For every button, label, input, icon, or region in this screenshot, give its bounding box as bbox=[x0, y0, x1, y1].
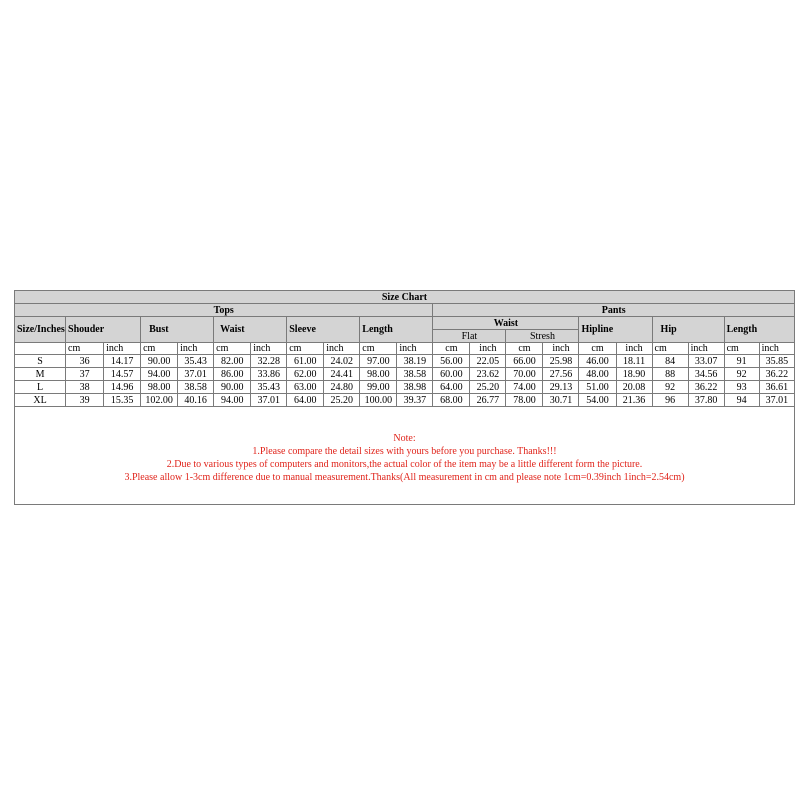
unit-cell: cm bbox=[579, 343, 616, 355]
table-cell: 25.20 bbox=[470, 381, 506, 394]
note-heading: Note: bbox=[393, 433, 416, 444]
table-cell: 60.00 bbox=[433, 368, 470, 381]
table-cell: 38.58 bbox=[397, 368, 433, 381]
unit-cell-empty bbox=[15, 343, 66, 355]
table-cell: 33.86 bbox=[251, 368, 287, 381]
table-cell: 18.90 bbox=[616, 368, 652, 381]
table-cell: 97.00 bbox=[360, 355, 397, 368]
unit-cell: cm bbox=[360, 343, 397, 355]
table-cell: 92 bbox=[724, 368, 759, 381]
unit-cell: inch bbox=[104, 343, 141, 355]
size-chart bbox=[14, 290, 795, 505]
table-cell: 36.22 bbox=[759, 368, 794, 381]
unit-cell: inch bbox=[616, 343, 652, 355]
table-cell: 84 bbox=[652, 355, 688, 368]
size-chart-table bbox=[14, 290, 795, 407]
table-cell: 94.00 bbox=[141, 368, 178, 381]
unit-cell: inch bbox=[543, 343, 579, 355]
notes-box bbox=[14, 407, 795, 505]
unit-cell: inch bbox=[759, 343, 794, 355]
table-row bbox=[15, 368, 795, 381]
table-row bbox=[15, 394, 795, 407]
table-cell: 99.00 bbox=[360, 381, 397, 394]
unit-cell: inch bbox=[470, 343, 506, 355]
table-cell: 20.08 bbox=[616, 381, 652, 394]
header-stretch: Stresh bbox=[506, 330, 579, 343]
group-tops: Tops bbox=[15, 304, 433, 317]
table-cell: 38.98 bbox=[397, 381, 433, 394]
table-cell: 70.00 bbox=[506, 368, 543, 381]
table-cell: 82.00 bbox=[214, 355, 251, 368]
table-cell: 64.00 bbox=[433, 381, 470, 394]
table-cell: 93 bbox=[724, 381, 759, 394]
table-cell: 62.00 bbox=[287, 368, 324, 381]
table-cell: 48.00 bbox=[579, 368, 616, 381]
table-cell: 14.57 bbox=[104, 368, 141, 381]
table-cell: 33.07 bbox=[688, 355, 724, 368]
table-cell: 90.00 bbox=[141, 355, 178, 368]
chart-title: Size Chart bbox=[15, 291, 795, 304]
table-row bbox=[15, 355, 795, 368]
table-cell: 18.11 bbox=[616, 355, 652, 368]
table-cell: 46.00 bbox=[579, 355, 616, 368]
table-cell: 37.01 bbox=[251, 394, 287, 407]
unit-cell: cm bbox=[287, 343, 324, 355]
unit-cell: inch bbox=[397, 343, 433, 355]
table-cell: 91 bbox=[724, 355, 759, 368]
table-cell: 15.35 bbox=[104, 394, 141, 407]
note-line-1: 1.Please compare the detail sizes with yours before you purchase. Thanks!!! bbox=[252, 446, 557, 457]
table-cell: 21.36 bbox=[616, 394, 652, 407]
header-pants-length: Length bbox=[724, 317, 794, 343]
table-cell: 34.56 bbox=[688, 368, 724, 381]
unit-cell: cm bbox=[652, 343, 688, 355]
table-cell: 102.00 bbox=[141, 394, 178, 407]
table-cell: 98.00 bbox=[360, 368, 397, 381]
size-label: XL bbox=[15, 394, 66, 407]
table-cell: 92 bbox=[652, 381, 688, 394]
table-cell: 61.00 bbox=[287, 355, 324, 368]
table-cell: 54.00 bbox=[579, 394, 616, 407]
unit-cell: cm bbox=[724, 343, 759, 355]
table-cell: 86.00 bbox=[214, 368, 251, 381]
table-cell: 32.28 bbox=[251, 355, 287, 368]
unit-cell: inch bbox=[688, 343, 724, 355]
table-cell: 94.00 bbox=[214, 394, 251, 407]
header-waist: Waist bbox=[214, 317, 287, 343]
unit-cell: inch bbox=[324, 343, 360, 355]
table-cell: 94 bbox=[724, 394, 759, 407]
size-label: L bbox=[15, 381, 66, 394]
table-cell: 14.17 bbox=[104, 355, 141, 368]
table-cell: 38.58 bbox=[178, 381, 214, 394]
unit-row bbox=[15, 343, 795, 355]
table-cell: 26.77 bbox=[470, 394, 506, 407]
table-cell: 35.43 bbox=[251, 381, 287, 394]
header-size: Size/Inches bbox=[15, 317, 66, 343]
table-cell: 22.05 bbox=[470, 355, 506, 368]
group-pants: Pants bbox=[433, 304, 795, 317]
table-cell: 35.85 bbox=[759, 355, 794, 368]
table-cell: 36.61 bbox=[759, 381, 794, 394]
unit-cell: cm bbox=[66, 343, 104, 355]
table-cell: 29.13 bbox=[543, 381, 579, 394]
unit-cell: inch bbox=[178, 343, 214, 355]
size-label: M bbox=[15, 368, 66, 381]
table-cell: 66.00 bbox=[506, 355, 543, 368]
header-hip: Hip bbox=[652, 317, 724, 343]
table-cell: 37.01 bbox=[178, 368, 214, 381]
table-cell: 63.00 bbox=[287, 381, 324, 394]
table-cell: 100.00 bbox=[360, 394, 397, 407]
header-hipline: Hipline bbox=[579, 317, 652, 343]
table-cell: 36 bbox=[66, 355, 104, 368]
table-cell: 38 bbox=[66, 381, 104, 394]
table-cell: 39.37 bbox=[397, 394, 433, 407]
table-cell: 27.56 bbox=[543, 368, 579, 381]
table-cell: 14.96 bbox=[104, 381, 141, 394]
table-cell: 24.02 bbox=[324, 355, 360, 368]
table-cell: 30.71 bbox=[543, 394, 579, 407]
unit-cell: cm bbox=[433, 343, 470, 355]
header-shoulder: Shouder bbox=[66, 317, 141, 343]
header-flat: Flat bbox=[433, 330, 506, 343]
header-pants-waist: Waist bbox=[433, 317, 579, 330]
header-sleeve: Sleeve bbox=[287, 317, 360, 343]
note-line-3: 3.Please allow 1-3cm difference due to manual measurement.Thanks(All measurement in cm and please note 1cm=0.39inch 1inch=2.54cm) bbox=[124, 472, 685, 483]
table-cell: 24.41 bbox=[324, 368, 360, 381]
table-cell: 98.00 bbox=[141, 381, 178, 394]
table-cell: 96 bbox=[652, 394, 688, 407]
unit-cell: cm bbox=[506, 343, 543, 355]
table-cell: 25.20 bbox=[324, 394, 360, 407]
header-bust: Bust bbox=[141, 317, 214, 343]
table-cell: 36.22 bbox=[688, 381, 724, 394]
table-cell: 24.80 bbox=[324, 381, 360, 394]
table-cell: 68.00 bbox=[433, 394, 470, 407]
header-length: Length bbox=[360, 317, 433, 343]
table-cell: 40.16 bbox=[178, 394, 214, 407]
size-label: S bbox=[15, 355, 66, 368]
table-cell: 35.43 bbox=[178, 355, 214, 368]
table-cell: 38.19 bbox=[397, 355, 433, 368]
table-cell: 88 bbox=[652, 368, 688, 381]
unit-cell: cm bbox=[141, 343, 178, 355]
table-cell: 74.00 bbox=[506, 381, 543, 394]
table-cell: 37.01 bbox=[759, 394, 794, 407]
table-cell: 64.00 bbox=[287, 394, 324, 407]
note-line-2: 2.Due to various types of computers and monitors,the actual color of the item may be a little different form the picture. bbox=[166, 459, 643, 470]
table-cell: 78.00 bbox=[506, 394, 543, 407]
table-cell: 51.00 bbox=[579, 381, 616, 394]
table-cell: 23.62 bbox=[470, 368, 506, 381]
unit-cell: inch bbox=[251, 343, 287, 355]
table-cell: 37 bbox=[66, 368, 104, 381]
table-cell: 56.00 bbox=[433, 355, 470, 368]
table-cell: 90.00 bbox=[214, 381, 251, 394]
table-cell: 37.80 bbox=[688, 394, 724, 407]
table-cell: 25.98 bbox=[543, 355, 579, 368]
unit-cell: cm bbox=[214, 343, 251, 355]
table-row bbox=[15, 381, 795, 394]
table-cell: 39 bbox=[66, 394, 104, 407]
